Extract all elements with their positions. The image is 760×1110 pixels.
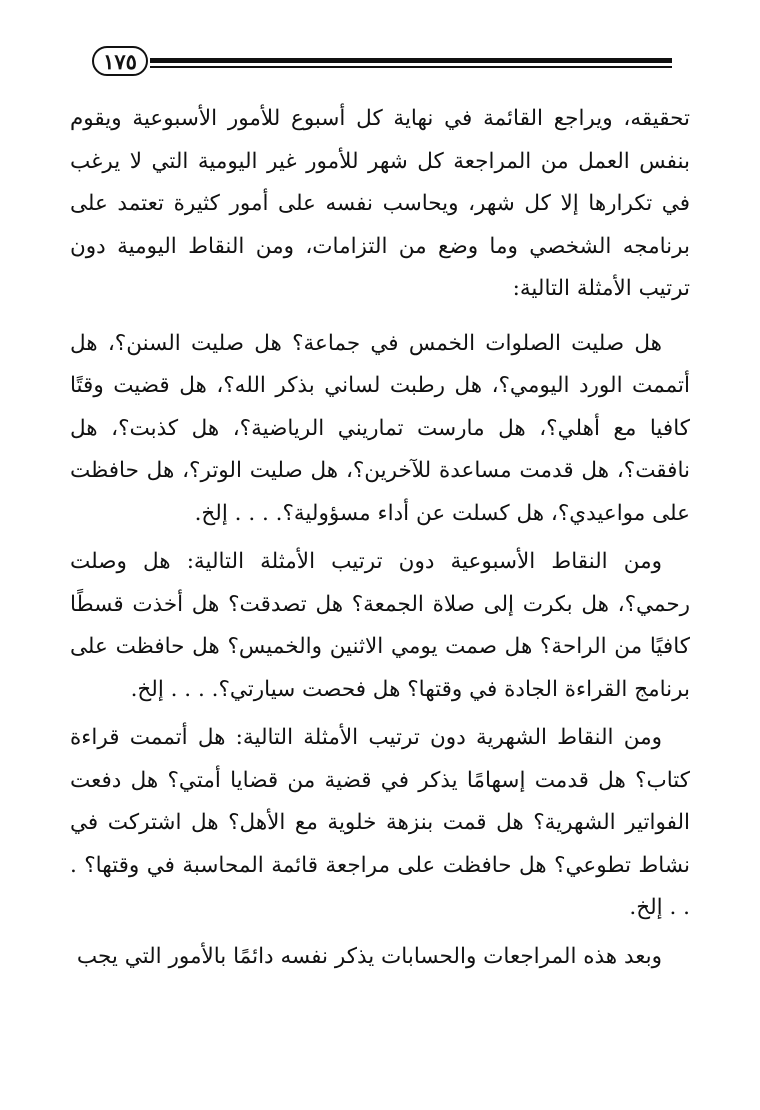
paragraph: تحقيقه، ويراجع القائمة في نهاية كل أسبوع للأمور الأسبوعية ويقوم بنفس العمل من المراجعة كل شهر للأمور غير اليومية التي لا يرغب في تكرارها إلا كل شهر، ويحاسب نفسه على أمور كثيرة تعتمد على برنامجه الشخصي وما وضع من التزامات، ومن النقاط اليومية دون ترتيب الأمثلة التالية: (70, 106, 690, 301)
paragraph: ومن النقاط الأسبوعية دون ترتيب الأمثلة التالية: هل وصلت رحمي؟، هل بكرت إلى صلاة الجمعة؟ هل تصدقت؟ هل أخذت قسطًا كافيًا من الراحة؟ هل صمت يومي الاثنين والخميس؟ هل حافظت على برنامج القراءة الجادة في وقتها؟ هل فحصت سيارتي؟. . . . إلخ. (70, 549, 690, 702)
paragraph: وبعد هذه المراجعات والحسابات يذكر نفسه دائمًا بالأمور التي يجب (76, 943, 662, 969)
page-number: ١٧٥ (92, 46, 148, 76)
paragraph: ومن النقاط الشهرية دون ترتيب الأمثلة التالية: هل أتممت قراءة كتاب؟ هل قدمت إسهامًا يذكر في قضية من قضايا أمتي؟ هل دفعت الفواتير الشهرية؟ هل قمت بنزهة خلوية مع الأهل؟ هل اشتركت في نشاط تطوعي؟ هل حافظت على مراجعة قائمة المحاسبة في وقتها؟ . . . إلخ. (70, 725, 690, 920)
page-header (92, 44, 672, 84)
body-text (70, 98, 690, 978)
header-rule-thick (150, 58, 672, 63)
paragraph: هل صليت الصلوات الخمس في جماعة؟ هل صليت السنن؟، هل أتممت الورد اليومي؟، هل رطبت لساني بذكر الله؟، هل قضيت وقتًا كافيا مع أهلي؟، هل مارست تماريني الرياضية؟، هل كذبت؟، هل نافقت؟، هل قدمت مساعدة للآخرين؟، هل صليت الوتر؟، هل حافظت على مواعيدي؟، هل كسلت عن أداء مسؤولية؟. . . . إلخ. (70, 330, 690, 526)
header-rule-thin (150, 66, 672, 68)
